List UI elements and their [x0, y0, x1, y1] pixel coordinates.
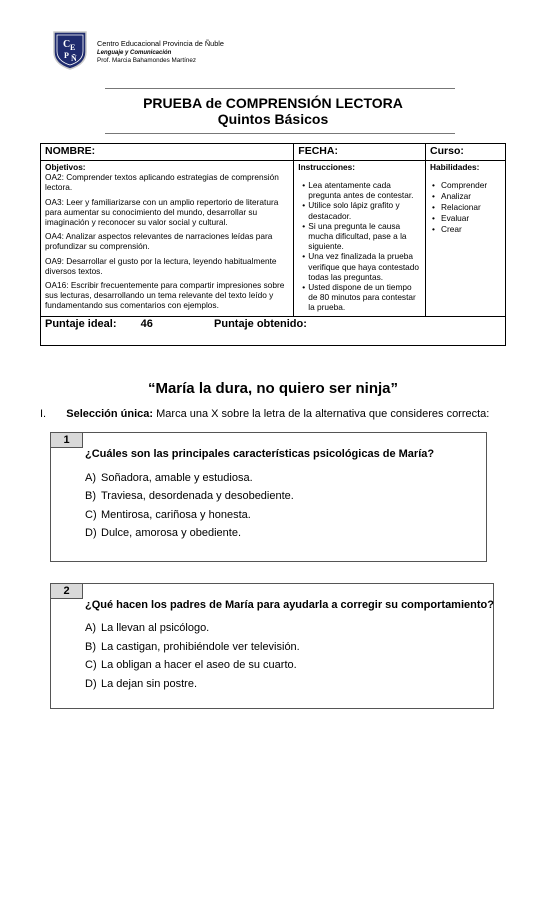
answer-option[interactable] [85, 490, 294, 502]
svg-text:E: E [70, 43, 76, 52]
objectives-label: Objetivos: [45, 162, 86, 172]
option-text: Dulce, amorosa y obediente. [101, 527, 242, 539]
instruction-item: • Utilice solo lápiz grafito y destacador. [298, 200, 421, 220]
section-label: Selección única: [66, 408, 154, 420]
answer-option[interactable] [85, 678, 197, 690]
option-text: La llevan al psicólogo. [101, 622, 210, 634]
section-text: Marca una X sobre la letra de la alternativa que consideres correcta: [156, 408, 490, 420]
skill-item: • Analizar [430, 191, 501, 202]
skill-item: • Relacionar [430, 202, 501, 213]
objective-item: OA2: Comprender textos aplicando estrategias de comprensión lectora. [45, 172, 279, 193]
question-text: ¿Qué hacen los padres de María para ayudarla a corregir su comportamiento? [85, 599, 494, 611]
answer-option[interactable] [85, 472, 253, 484]
svg-text:Ñ: Ñ [71, 54, 77, 63]
answer-option[interactable] [85, 659, 297, 671]
instructions-cell [294, 161, 426, 317]
question-number: 1 [50, 432, 83, 448]
course-field[interactable]: Curso: [426, 144, 506, 161]
option-text: Mentirosa, cariñosa y honesta. [101, 509, 251, 521]
teacher-name: Prof. Marcia Bahamondes Martínez [97, 57, 197, 64]
instruction-item: • Una vez finalizada la prueba verifique que haya contestado todas las preguntas. [298, 251, 421, 282]
instruction-item: • Lea atentamente cada pregunta antes de contestar. [298, 180, 421, 200]
option-letter[interactable]: B) [85, 641, 96, 653]
story-title: “María la dura, no quiero ser ninja” [147, 380, 399, 397]
section-instruction [40, 408, 489, 420]
svg-text:C: C [63, 39, 71, 50]
question-number: 2 [50, 583, 83, 599]
option-text: La dejan sin postre. [101, 678, 198, 690]
skill-item: • Comprender [430, 180, 501, 191]
svg-text:P: P [64, 51, 69, 60]
section-numeral: I. [40, 408, 47, 420]
option-text: La obligan a hacer el aseo de su cuarto. [101, 659, 297, 671]
date-field[interactable]: FECHA: [294, 144, 426, 161]
objective-item: OA4: Analizar aspectos relevantes de narraciones leídas para profundizar su comprensión. [45, 231, 273, 252]
instructions-label: Instrucciones: [298, 162, 356, 172]
objective-item: OA9: Desarrollar el gusto por la lectura, leyendo habitualmente diversos textos. [45, 255, 277, 276]
subject-name: Lenguaje y Comunicación [97, 49, 172, 56]
ideal-score-value: 46 [140, 317, 153, 330]
instruction-item: • Si una pregunta le causa mucha dificultad, pase a la siguiente. [298, 221, 421, 252]
school-logo-shield [52, 30, 88, 70]
answer-option[interactable] [85, 527, 241, 539]
skills-label: Habilidades: [430, 162, 480, 172]
school-name: Centro Educacional Provincia de Ñuble [97, 39, 224, 48]
skill-item: • Evaluar [430, 213, 501, 224]
option-letter[interactable]: B) [85, 490, 96, 502]
instruction-item: • Usted dispone de un tiempo de 80 minutos para contestar la prueba. [298, 282, 421, 313]
option-letter[interactable]: A) [85, 472, 96, 484]
option-letter[interactable]: C) [85, 659, 97, 671]
option-text: La castigan, prohibiéndole ver televisión. [101, 641, 300, 653]
option-text: Traviesa, desordenada y desobediente. [101, 490, 294, 502]
page-subtitle: Quintos Básicos [217, 111, 329, 127]
student-info-table [40, 143, 506, 346]
option-text: Soñadora, amable y estudiosa. [101, 472, 253, 484]
obtained-score-field[interactable]: Puntaje obtenido: [214, 317, 307, 330]
option-letter[interactable]: D) [85, 527, 97, 539]
answer-option[interactable] [85, 641, 300, 653]
score-row [41, 316, 506, 345]
top-divider [105, 88, 455, 89]
bottom-divider [105, 133, 455, 134]
question-text: ¿Cuáles son las principales características psicológicas de María? [85, 448, 435, 460]
skills-cell [426, 161, 506, 317]
skill-item: • Crear [430, 224, 501, 235]
page-title: PRUEBA de COMPRENSIÓN LECTORA [143, 95, 403, 111]
objective-item: OA3: Leer y familiarizarse con un amplio repertorio de literatura para aumentar su conocimiento del mundo, desarrollar su imaginación y reconocer su valor social y cultural. [45, 196, 279, 228]
ideal-score-label: Puntaje ideal: [45, 317, 117, 330]
school-info [97, 40, 224, 66]
option-letter[interactable]: D) [85, 678, 97, 690]
name-field[interactable]: NOMBRE: [41, 144, 294, 161]
option-letter[interactable]: C) [85, 509, 97, 521]
answer-option[interactable] [85, 509, 251, 521]
objective-item: OA16: Escribir frecuentemente para compartir impresiones sobre sus lecturas, desarrollando un tema relevante del texto leído y fundamentando sus comentarios con ejemplos. [45, 280, 285, 311]
option-letter[interactable]: A) [85, 622, 96, 634]
answer-option[interactable] [85, 622, 209, 634]
objectives-cell [41, 161, 294, 317]
